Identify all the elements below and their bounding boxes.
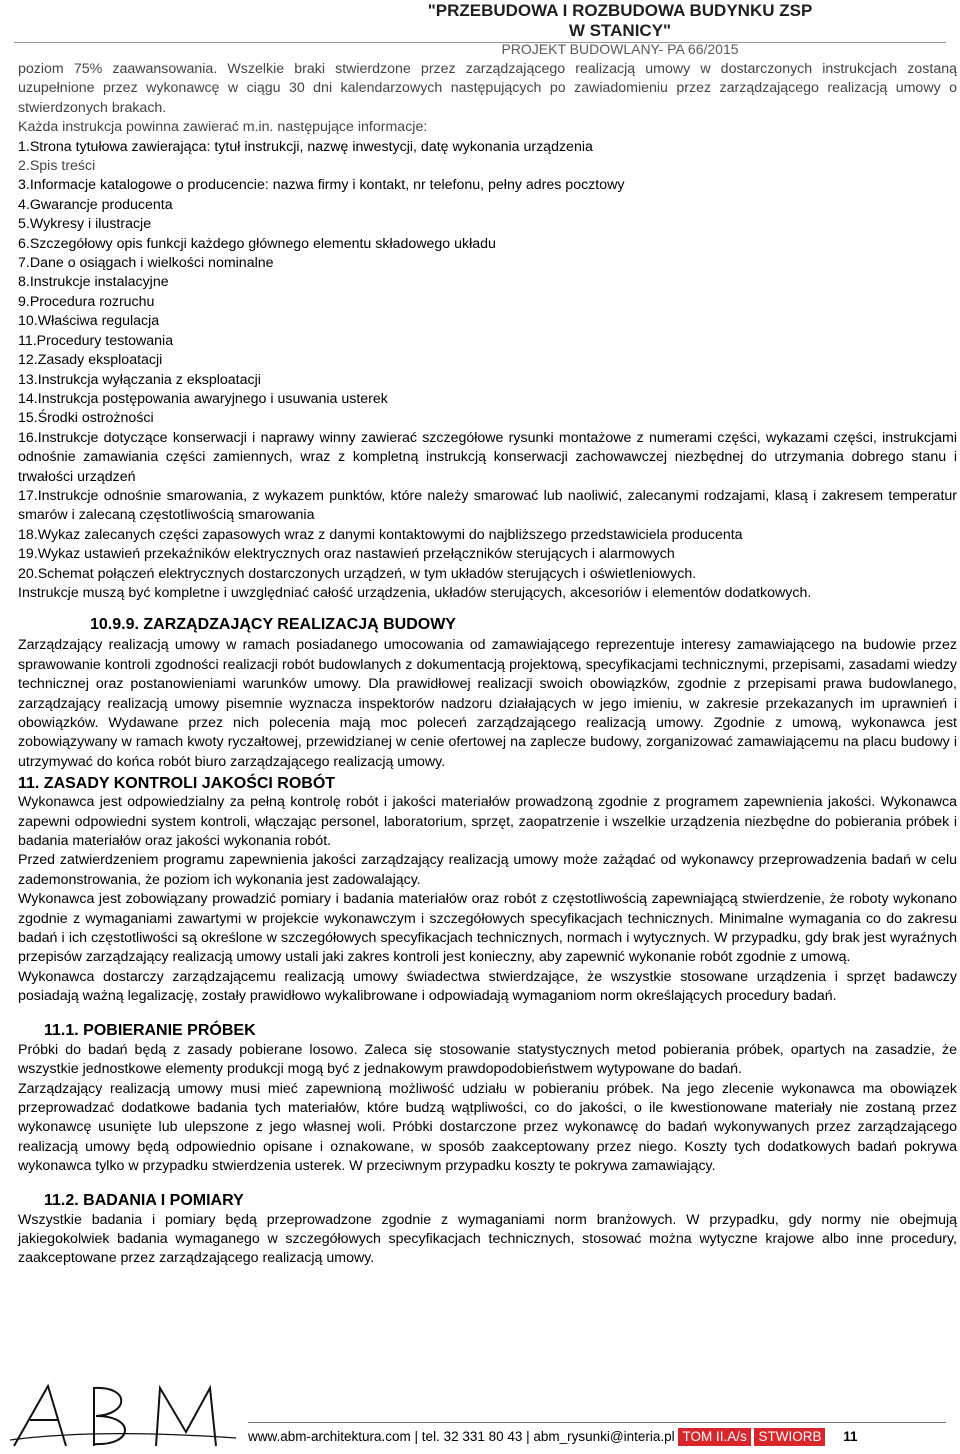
list-item: 10.Właściwa regulacja: [18, 313, 160, 330]
project-title: "PRZEBUDOWA I ROZBUDOWA BUDYNKU ZSP W STANICY": [427, 1, 813, 40]
list-item: 19.Wykaz ustawień przekaźników elektrycznych oraz nastawień przełączników sterujących i alarmowych: [18, 546, 675, 563]
section-heading-11-2: 11.2. BADANIA I POMIARY: [44, 1191, 244, 1209]
list-item: 12.Zasady eksploatacji: [18, 352, 163, 369]
page-footer: [0, 1380, 960, 1454]
list-item: 14.Instrukcja postępowania awaryjnego i usuwania usterek: [18, 390, 388, 407]
spec-badge: STWIORB: [754, 1428, 825, 1446]
list-closing-paragraph: Instrukcje muszą być kompletne i uwzględniać całość urządzenia, układów sterujących, akcesoriów i elementów dodatkowych.: [18, 584, 812, 601]
intro-list-lead: Każda instrukcja powinna zawierać m.in. następujące informacje:: [18, 119, 428, 136]
section-paragraph: Zarządzający realizacją umowy musi mieć zapewnioną możliwość udziału w pobieraniu próbek. Na jego zlecenie wykonawca ma obowiązek przeprowadzać dodatkowe badania tych materiałów, które budzą wątpliwości, co do jakości, o ile kwestionowane materiały nie zostaną przez wykonawcę usunięte lub ulepszone z jego własnej woli. Próbki dostarczone przez wykonawcę do badań wykonywanych przez zarządzającego realizacją umowy będą odpowiednio opisane i oznakowane, w sposób zaakceptowany przez niego. Koszty tych dodatkowych badań pokrywa wykonawca tylko w przypadku stwierdzenia usterek. W przeciwnym przypadku koszty te pokrywa zamawiający.: [18, 1080, 957, 1175]
header-divider: [14, 42, 946, 43]
list-item: 16.Instrukcje dotyczące konserwacji i naprawy winny zawierać szczegółowe rysunki montażowe z numerami części, wykazami części, instrukcjami odnośnie zamawiania części zamiennych, wraz z kompletną instrukcją konserwacji zachowawczej niezbędnej do utrzymania dobrego stanu i trwałości urządzeń: [18, 429, 957, 485]
list-item: 3.Informacje katalogowe o producencie: nazwa firmy i kontakt, nr telefonu, pełny adres pocztowy: [18, 177, 625, 194]
section-paragraph: Wykonawca jest odpowiedzialny za pełną kontrolę robót i jakości materiałów prowadzoną zgodnie z programem zapewnienia jakości. Wykonawca zapewni odpowiedni system kontroli, włączając personel, laboratorium, sprzęt, zaopatrzenie i wszelkie urządzenia niezbędne do pobierania próbek i badania materiałów oraz jakości wykonania robót.: [18, 794, 957, 850]
project-subtitle: PROJEKT BUDOWLANY- PA 66/2015: [501, 41, 739, 57]
list-item: 6.Szczegółowy opis funkcji każdego głównego elementu składowego układu: [18, 235, 496, 252]
manual-contents-list: [18, 138, 957, 584]
intro-paragraph: poziom 75% zaawansowania. Wszelkie braki stwierdzone przez zarządzającego realizacją umowy w dostarczonych instrukcjach zostaną uzupełnione przez wykonawcę w ciągu 30 dni kalendarzowych następujących po zawiadomieniu przez zarządzającego realizacją umowy o stwierdzonych brakach.: [18, 61, 957, 116]
section-paragraph: Wykonawca jest zobowiązany prowadzić pomiary i badania materiałów oraz robót z częstotliwością zapewniającą stwierdzenie, że roboty wykonano zgodnie z wymaganiami zawartymi w projekcie wykonawczym i szczegółowych specyfikacjach technicznych. Minimalne wymagania co do zakresu badań i ich częstotliwości są określone w szczegółowych specyfikacjach technicznych, normach i wytycznych. W przypadku, gdy brak jest wyraźnych przepisów zarządzający realizacją umowy ustali jaki zakres kontroli jest konieczny, aby zapewnić wykonanie robót zgodnie z umową.: [18, 891, 957, 966]
list-item: 5.Wykresy i ilustracje: [18, 216, 152, 233]
abm-logo-icon: [10, 1380, 240, 1450]
list-item: 11.Procedury testowania: [18, 332, 174, 349]
page-header: [420, 0, 820, 57]
list-item: 7.Dane o osiągach i wielkości nominalne: [18, 255, 274, 272]
list-item: 9.Procedura rozruchu: [18, 293, 155, 310]
document-body: [18, 60, 957, 1269]
list-item: 18.Wykaz zalecanych części zapasowych wraz z danymi kontaktowymi do najbliższego przedstawiciela producenta: [18, 526, 743, 543]
page-number: 11: [843, 1429, 858, 1444]
list-item: 15.Środki ostrożności: [18, 410, 154, 427]
list-item: 13.Instrukcja wyłączania z eksploatacji: [18, 371, 261, 388]
section-heading-10-9-9: 10.9.9. ZARZĄDZAJĄCY REALIZACJĄ BUDOWY: [90, 616, 456, 634]
section-paragraph: Próbki do badań będą z zasady pobierane losowo. Zaleca się stosowanie statystycznych metod pobierania próbek, opartych na zasadzie, że wszystkie jednostkowe elementy produkcji mogą być z jednakowym prawdopodobieństwem wytypowane do badań.: [18, 1041, 957, 1078]
section-paragraph: Zarządzający realizacją umowy w ramach posiadanego umocowania od zamawiającego reprezentuje interesy zamawiającego na budowie przez sprawowanie kontroli zgodności realizacji robót budowlanych z dokumentacją projektową, specyfikacjami technicznymi, przepisami, zasadami wiedzy technicznej oraz postanowieniami warunków umowy. Dla prawidłowej realizacji swoich obowiązków, zgodnie z przepisami prawa budowlanego, zarządzający realizacją umowy pisemnie wyznacza inspektorów nadzoru działających w jego imieniu, w zakresie przekazanych im uprawnień i obowiązków. Wydawane przez nich polecenia mają moc poleceń zarządzającego realizacją umowy. Zgodnie z umową, wykonawca jest zobowiązywany w ramach kwoty ryczałtowej, przewidzianej w cenie ofertowej na zaplecze budowy, zorganizować zamawiającemu na placu budowy i utrzymywać do końca robót biuro zarządzającego realizacją umowy.: [18, 637, 957, 770]
list-item: 4.Gwarancje producenta: [18, 196, 173, 213]
footer-info: [248, 1428, 858, 1446]
section-paragraph: Przed zatwierdzeniem programu zapewnienia jakości zarządzający realizacją umowy może zażądać od wykonawcy przeprowadzenia badań w celu zademonstrowania, że poziom ich wykonania jest zadowalający.: [18, 852, 957, 888]
footer-contact: www.abm-architektura.com | tel. 32 331 80 43 | abm_rysunki@interia.pl: [248, 1429, 675, 1444]
volume-badge: TOM II.A/s: [678, 1428, 750, 1446]
list-item: 20.Schemat połączeń elektrycznych dostarczonych urządzeń, w tym układów sterujących i oświetleniowych.: [18, 565, 697, 582]
footer-divider: [248, 1422, 946, 1423]
section-paragraph: Wykonawca dostarczy zarządzającemu realizacją umowy świadectwa stwierdzające, że wszystkie stosowane urządzenia i sprzęt badawczy posiadają ważną legalizację, zostały prawidłowo wykalibrowane i odpowiadają wymaganiom norm określających procedury badań.: [18, 968, 957, 1005]
section-heading-11: 11. ZASADY KONTROLI JAKOŚCI ROBÓT: [18, 775, 336, 793]
list-item: 2.Spis treści: [18, 158, 96, 175]
list-item: 8.Instrukcje instalacyjne: [18, 274, 169, 291]
section-heading-11-1: 11.1. POBIERANIE PRÓBEK: [44, 1021, 256, 1039]
list-item: 17.Instrukcje odnośnie smarowania, z wykazem punktów, które należy smarować lub naoliwić, zalecanymi rodzajami, klasą i zakresem temperatur smarów i zalecaną częstotliwością smarowania: [18, 487, 957, 524]
list-item: 1.Strona tytułowa zawierająca: tytuł instrukcji, nazwę inwestycji, datę wykonania urządzenia: [18, 138, 593, 155]
section-paragraph: Wszystkie badania i pomiary będą przeprowadzone zgodnie z wymaganiami norm branżowych. W przypadku, gdy normy nie obejmują jakiegokolwiek badania wymaganego w szczegółowych specyfikacjach technicznych, stosować można wytyczne krajowe albo inne procedury, zaakceptowane przez zarządzającego realizacją umowy.: [18, 1211, 957, 1267]
